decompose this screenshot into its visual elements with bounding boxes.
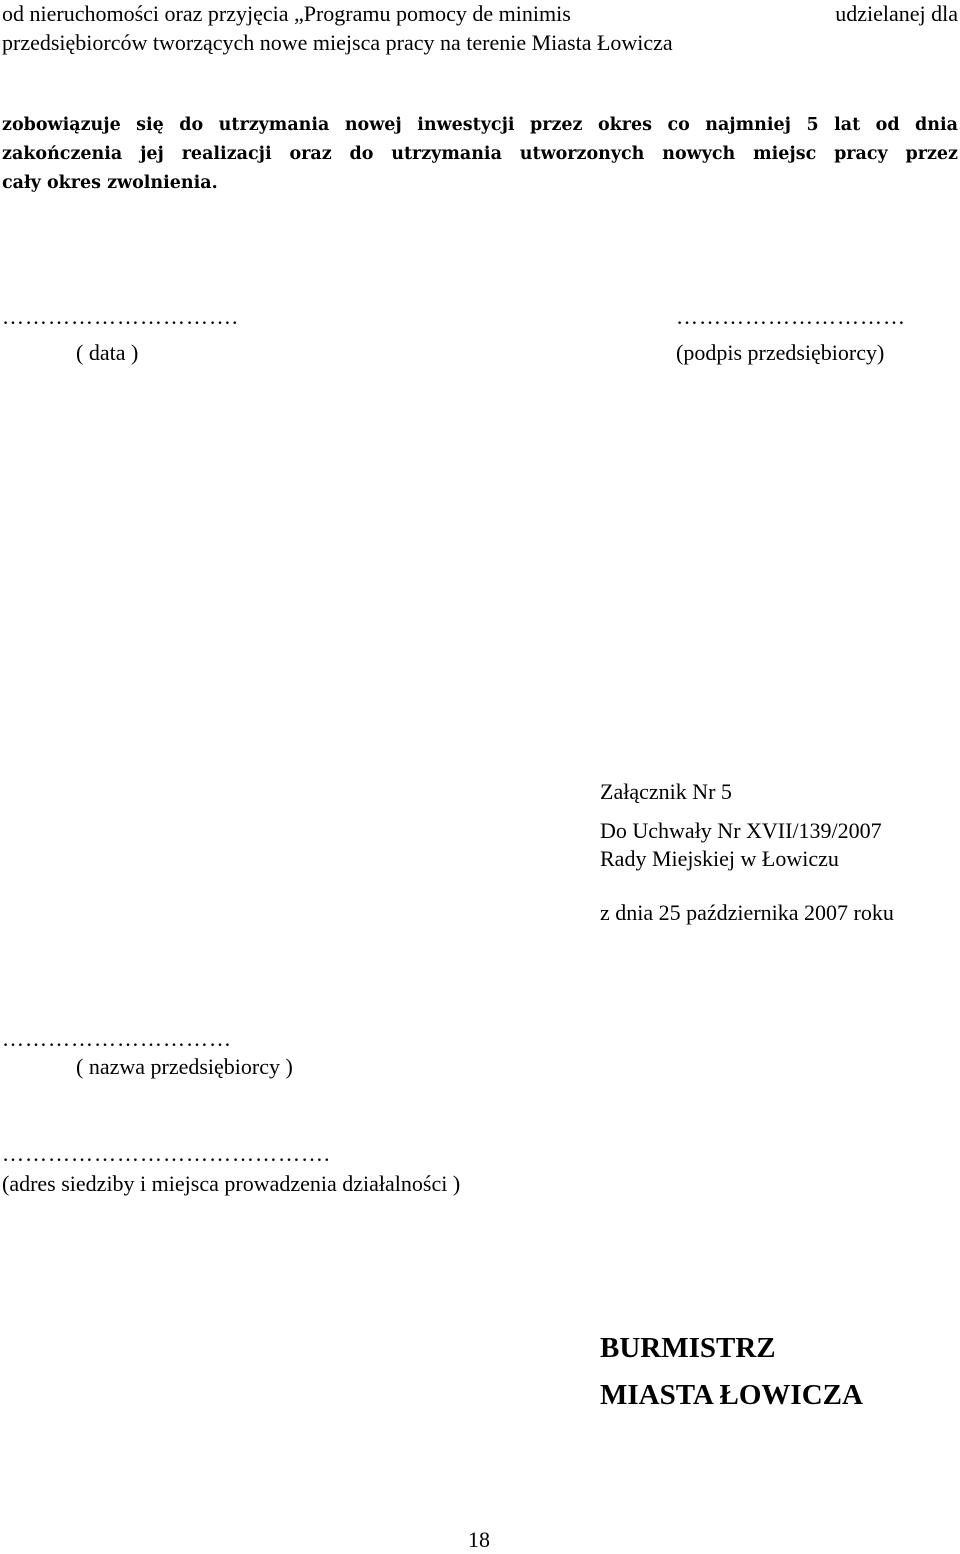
attachment-council: Rady Miejskiej w Łowiczu — [600, 846, 839, 871]
date-dotted-line: …………………………. — [2, 304, 239, 329]
addressee-line-1: BURMISTRZ — [600, 1332, 776, 1364]
intro-line-1-left: od nieruchomości oraz przyjęcia „Programu pomocy de minimis — [2, 1, 571, 26]
attachment-title: Załącznik Nr 5 — [600, 779, 732, 804]
obligation-line-3: cały okres zwolnienia. — [2, 173, 218, 193]
obligation-paragraph — [2, 111, 958, 198]
intro-line-1-right: udzielanej dla — [835, 1, 958, 26]
applicant-address-label: (adres siedziby i miejsca prowadzenia działalności ) — [2, 1171, 461, 1196]
attachment-resolution: Do Uchwały Nr XVII/139/2007 — [600, 818, 882, 843]
obligation-line-1: zobowiązuje się do utrzymania nowej inwestycji przez okres co najmniej 5 lat od dnia — [2, 115, 958, 135]
applicant-name-label: ( nazwa przedsiębiorcy ) — [76, 1054, 293, 1079]
signature-label: (podpis przedsiębiorcy) — [676, 340, 885, 365]
intro-line-1 — [2, 0, 958, 28]
addressee-line-2: MIASTA ŁOWICZA — [600, 1379, 863, 1411]
attachment-date: z dnia 25 października 2007 roku — [600, 900, 894, 925]
obligation-line-2: zakończenia jej realizacji oraz do utrzymania utworzonych nowych miejsc pracy przez — [2, 144, 958, 164]
date-label: ( data ) — [76, 340, 139, 365]
signature-dotted-line: ………………………… — [676, 304, 906, 329]
intro-line-2: przedsiębiorców tworzących nowe miejsca pracy na terenie Miasta Łowicza — [2, 30, 673, 55]
page-number: 18 — [468, 1527, 490, 1552]
applicant-address-dotted-line: ……………………………………. — [2, 1141, 331, 1166]
applicant-name-dotted-line: ………………………… — [2, 1026, 232, 1051]
